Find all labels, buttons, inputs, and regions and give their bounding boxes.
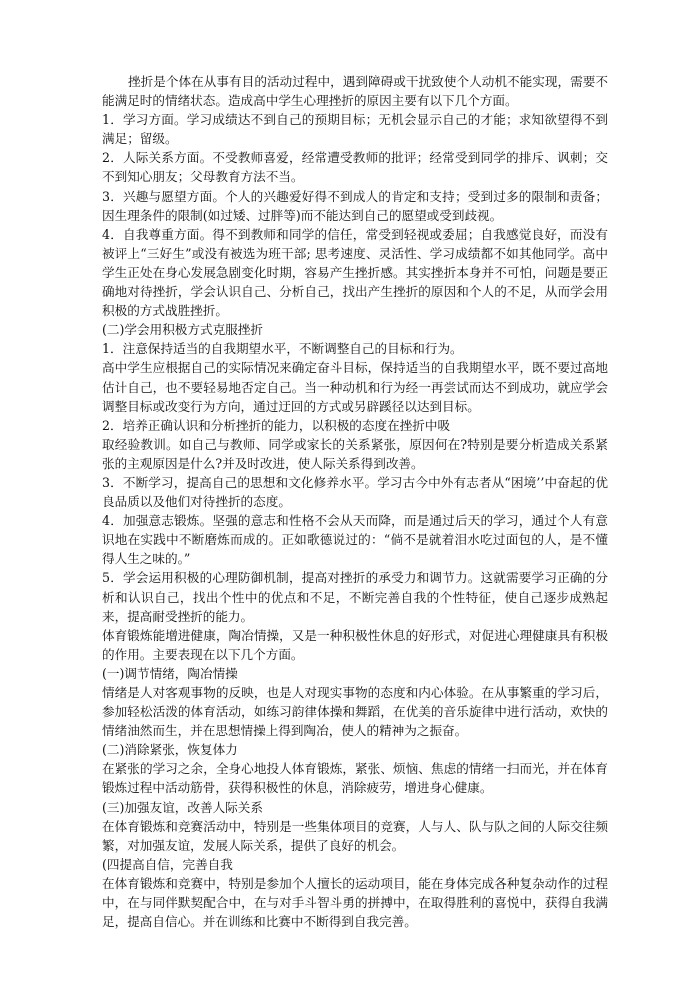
friendship-paragraph: 在体育锻炼和竞赛活动中，特别是一些集体项目的竞赛，人与人、队与队之间的人际交往频繁，对加强友谊，发展人际关系，提供了良好的机会。 xyxy=(102,818,608,853)
relax-paragraph: 在紧张的学习之余，全身心地投人体育锻炼，紧张、烦恼、焦虑的情绪一扫而光，并在体育锻炼过程中活动筋骨，获得积极性的休息，消除疲劳，增进身心健康。 xyxy=(102,761,608,796)
section-heading-friendship: (三)加强友谊，改善人际关系 xyxy=(102,799,263,815)
exercise-intro-paragraph: 体育锻炼能增进健康，陶冶情操，又是一种积极性休息的好形式，对促进心理健康具有积极的作用。主要表现在以下几个方面。 xyxy=(102,627,608,662)
section-heading-confidence: (四提高自信，完善自我 xyxy=(102,856,233,872)
intro-paragraph: 挫折是个体在从事有目的活动过程中，遇到障碍或干扰致使个人动机不能实现，需要不能满足时的情绪状态。造成高中学生心理挫折的原因主要有以下几个方面。 xyxy=(102,74,608,109)
confidence-paragraph: 在体育锻炼和竞赛中，特别是参加个人擅长的运动项目，能在身体完成各种复杂动作的过程中，在与同伴默契配合中，在与对手斗智斗勇的拼搏中，在取得胜利的喜悦中，获得自我满足，提高自信心。并在训练和比赛中不断得到自我完善。 xyxy=(102,875,608,930)
method-item-1: 1．注意保持适当的自我期望水平，不断调整自己的目标和行为。 xyxy=(102,341,463,357)
section-heading-emotion: (一)调节情绪，陶冶情操 xyxy=(102,665,238,681)
emotion-paragraph: 情绪是人对客观事物的反映，也是人对现实事物的态度和内心体验。在从事繁重的学习后，参加轻松活泼的体育活动，如练习韵律体操和舞蹈，在优美的音乐旋律中进行活动，欢快的情绪油然而生，并在思想情操上得到陶冶，使人的精神为之振奋。 xyxy=(102,685,608,739)
cause-item-interests: 3．兴趣与愿望方面。个人的兴趣爱好得不到成人的肯定和支持；受到过多的限制和责备；因生理条件的限制(如过矮、过胖等)而不能达到自己的愿望或受到歧视。 xyxy=(102,188,608,223)
cause-item-relationships: 2．人际关系方面。不受教师喜爱，经常遭受教师的批评；经常受到同学的排斥、讽刺；交不到知心朋友；父母教育方法不当。 xyxy=(102,150,608,185)
method-item-4: 4．加强意志锻炼。坚强的意志和性格不会从天而降，而是通过后天的学习，通过个人有意识地在实践中不断磨炼而成的。正如歌德说过的：“倘不是就着泪水吃过面包的人，是不懂得人生之味的。” xyxy=(102,513,608,567)
method-item-5: 5．学会运用积极的心理防御机制，提高对挫折的承受力和调节力。这就需要学习正确的分析和认识自己，找出个性中的优点和不足，不断完善自我的个性特征，使自己逐步成熟起来，提高耐受挫折的能力。 xyxy=(102,570,608,624)
section-heading-relax: (二)消除紧张，恢复体力 xyxy=(102,742,238,758)
cause-item-study: 1．学习方面。学习成绩达不到自己的预期目标；无机会显示自己的才能；求知欲望得不到满足；留级。 xyxy=(102,112,608,147)
method-item-2-detail: 取经验教训。如自己与教师、同学或家长的关系紧张，原因何在?特别是要分析造成关系紧张的主观原因是什么?并及时改进，使人际关系得到改善。 xyxy=(102,436,608,471)
section-heading-overcome: (二)学会用积极方式克服挫折 xyxy=(102,322,263,338)
cause-item-self-esteem: 4．自我尊重方面。得不到教师和同学的信任，常受到轻视或委屈；自我感觉良好，而没有被评上“三好生”或没有被选为班干部; 思考速度、灵活性、学习成绩都不如其他同学。高中学生正处在身心发展急剧变化时期，容易产生挫折感。其实挫折本身并不可怕，问题是要正确地对待挫折，学会认识自己、分析自己，找出产生挫折的原因和个人的不足，从而学会用积极的方式战胜挫折。 xyxy=(102,226,608,319)
document-body xyxy=(102,72,608,931)
method-item-1-detail: 高中学生应根据自己的实际情况来确定奋斗目标，保持适当的自我期望水平，既不要过高地估计自己，也不要轻易地否定自己。当一种动机和行为经一再尝试而达不到成功，就应学会调整目标或改变行为方向，通过迂回的方式或另辟蹊径以达到目标。 xyxy=(102,360,608,414)
method-item-3: 3．不断学习，提高自己的思想和文化修养水平。学习古今中外有志者从“困境’’中奋起的优良品质以及他们对待挫折的态度。 xyxy=(102,474,608,510)
method-item-2: 2．培养正确认识和分析挫折的能力，以积极的态度在挫折中吸 xyxy=(102,417,451,433)
